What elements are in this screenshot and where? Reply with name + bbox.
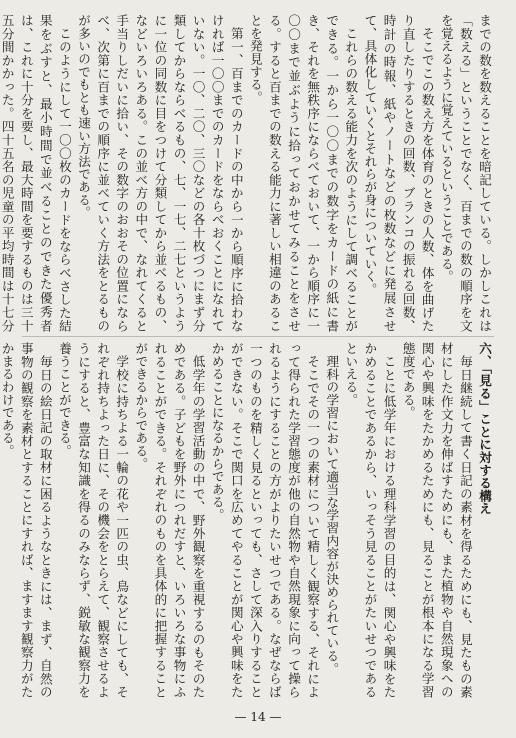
- paragraph: そこでこの数え方を体育のときの人数、体を曲げたり直したりするときの回数、ブランコの振れる回数、時計の時報、紙やノートなどの枚数などに発展させて、具体化していくとそれらが身についていく。: [362, 14, 435, 332]
- paragraph: 第一、百までのカードの中から一から順序に拾わなければ一〇〇までのカードをならべおくことになれていない。一〇、二〇、三〇などの各十枚づつにまず分類してからならべるもの、七、一七、二七というように一位の同数に目をつけて分類してから並べるもの、などいろいろある。この並べ方の中で、なれてくると手当りしだいに拾い、その数字のおおその位置にならべ、次第に百までの順序に並べていく方法をとるものが多いのでもとも速い方法である。: [76, 14, 244, 332]
- page-number: — 14 —: [234, 710, 282, 724]
- paragraph: 毎日の絵日記の取材に困るようなときには、まず、自然の事物の観察を素材とすることにすれば、ますます観察力がたかまるわけである。: [0, 342, 53, 698]
- top-text-column: [0, 14, 494, 332]
- bottom-text-column: [0, 342, 494, 698]
- section-divider: [22, 336, 494, 337]
- bottom-section: [0, 342, 494, 698]
- paragraph: 理科の学習において適当な学習内容が決められている。: [324, 354, 340, 675]
- paragraph: ことに低学年における理科学習の目的は、関心や興味をたかめることであるから、いっそう見ることがたいせつであるといえる。: [343, 342, 397, 698]
- section-heading: 六、「見る」ことに対する構え: [477, 342, 492, 515]
- paragraph: そこでその一つの素材について精しく観察する、それによって得られた学習態度が他の自然物や自然現象に向って操られるようにすることの方がよりたいせつである。なぜならば一つのものを精しく見るといっても、さして深入りすることができない。そこで関口を広めてやることが関心や興味をたかめることになるからである。: [209, 342, 321, 698]
- paragraph: 低学年の学習活動の中で、野外観察を重視するのもそのためである。子どもを野外につれだすと、いろいろな事物にふれることができる。それぞれのものを具体的に把握することができるからである。: [133, 342, 206, 698]
- top-section: [0, 14, 494, 332]
- paragraph: までの数を数えることを暗記している。しかしこれは「数える」ということでなく、百までの数の順序を文を覚えるように覚えているということである。: [438, 14, 492, 332]
- paragraph: これらの数える能力を次のようにして調べることができる。一から一〇〇までの数字をカードの紙に書き、それを無秩序にならべておいて、一から順序に一〇〇まで並ぶように拾っておかせてみることをさせる。すると百までの数える能力に著しい相違のあることを発見する。: [247, 14, 359, 332]
- paragraph: 毎日継続して書く日記の素材を得るためにも、見たもの素材にした作文力を伸ばすためにも、また植物や自然現象への関心や興味をたかめるためにも、見ることが根本になる学習態度である。: [400, 342, 473, 698]
- paragraph: このようにして一〇〇枚のカードをならべさした結果をぶすと、最小時間で並べることのできた優秀者は、これに十分を要し、最大時間を要するものは三十五分間かかった。四十五名の児童の平均時間は十七分: [0, 14, 72, 332]
- paragraph: 学校に持ちよる一輪の花や一匹の虫、鳥などにしても、それぞれ持ちよった日に、その機会をとらえて、観察させるようにすると、豊富な知識を得るのみならず、鋭敏な観察力を養うことができる。: [56, 342, 130, 698]
